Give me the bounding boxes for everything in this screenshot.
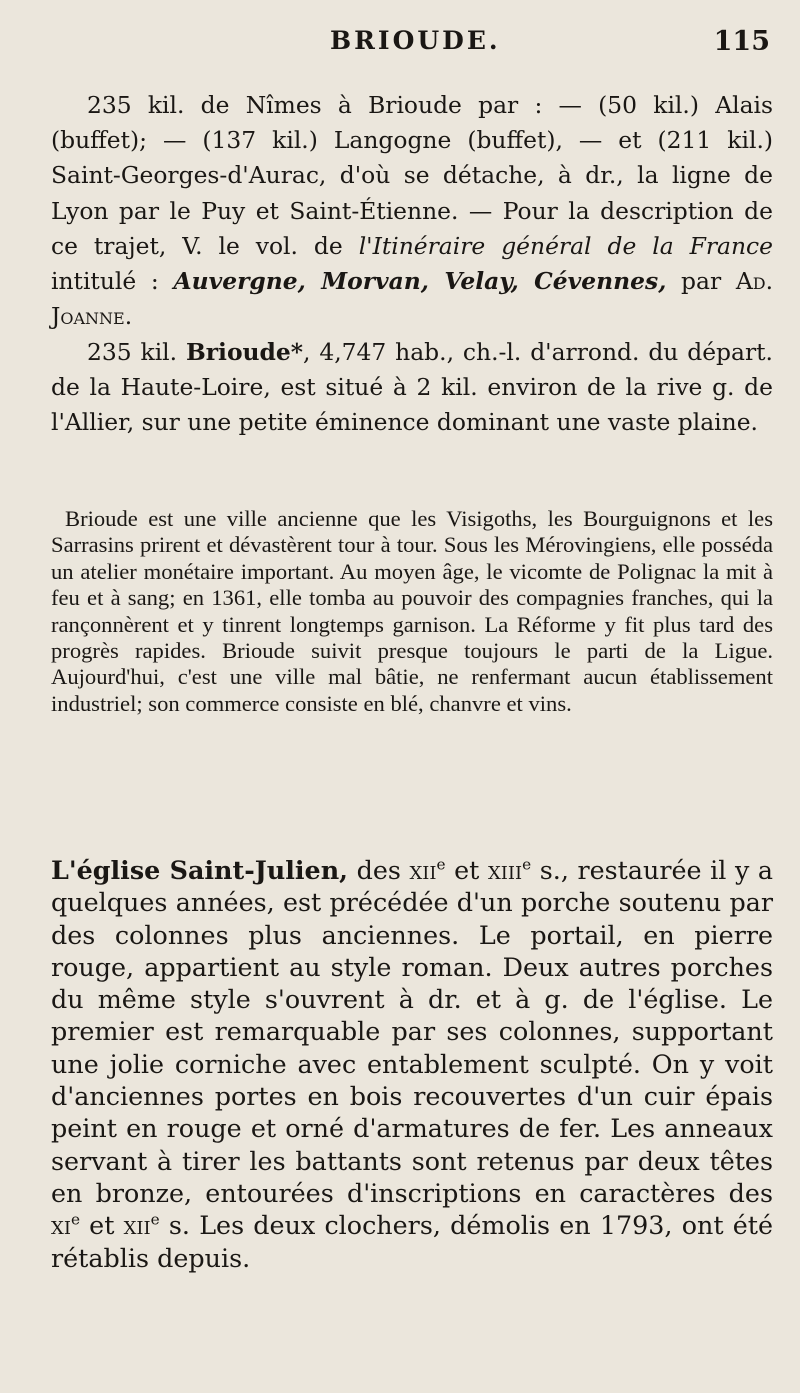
town-text: , 4,747 hab., ch.-l. d'arrond. du départ. de la Haute-Loire, est situé à 2 kil. environ de la rive g. de l'Allier, sur une petite éminence dominant une vaste plaine. xyxy=(51,338,773,437)
page-number: 115 xyxy=(713,26,770,57)
running-title: BRIOUDE. xyxy=(330,26,501,55)
century-suffix-3: e xyxy=(70,1210,80,1229)
century-numeral-3: xi xyxy=(51,1210,71,1241)
author-name: Ad. Joanne xyxy=(51,267,773,331)
century-numeral: xii xyxy=(409,855,437,885)
route-paragraph xyxy=(51,88,773,334)
history-text: Brioude est une ville ancienne que les Visigoths, les Bourguignons et les Sarrasins prirent et dévastèrent tour à tour. Sous les Mérovingiens, elle posséda un atelier monétaire important. Au moyen âge, le vicomte de Polignac la mit à feu et à sang; en 1361, elle tomba au pouvoir des compagnies franches, qui la rançonnèrent et y tinrent longtemps garnison. La Réforme y fit plus tard des progrès rapides. Brioude suivit presque toujours le parti de la Ligue. Aujourd'hui, c'est une ville mal bâtie, ne renfermant aucun établissement industriel; son commerce consiste en blé, chanvre et vins. xyxy=(51,506,773,716)
church-text-3: s., restaurée il y a quelques années, est précédée d'un porche soutenu par des colonnes plus anciennes. Le portail, en pierre rouge, appartient au style roman. Deux autres porches du même style s'ouvrent à dr. et à g. de l'église. Le premier est remarquable par ses colonnes, supportant une jolie corniche avec entablement sculpté. On y voit d'anciennes portes en bois recouvertes d'un cuir épais peint en rouge et orné d'armatures de fer. Les anneaux servant à tirer les battants sont retenus par deux têtes en bronze, entourées d'inscriptions en caractères des xyxy=(51,855,774,1208)
church-text-5: s. Les deux clochers, démolis en 1793, ont été rétablis depuis. xyxy=(51,1210,774,1273)
church-text-4: et xyxy=(79,1210,124,1241)
church-paragraph xyxy=(51,854,773,1274)
route-text: 235 kil. de Nîmes à Brioude par : — (50 kil.) Alais (buffet); — (137 kil.) Langogne (buffet), — et (211 kil.) Saint-Georges-d'Aurac, d'où se détache, à dr., la ligne de Lyon par le Puy et Saint-Étienne. — Pour la description de ce trajet, V. le vol. de xyxy=(51,91,773,260)
route-description xyxy=(51,88,773,334)
church-text: des xyxy=(348,855,410,885)
church-name: L'église Saint-Julien, xyxy=(51,855,349,885)
century-suffix-4: e xyxy=(150,1210,160,1229)
route-text-2: intitulé : xyxy=(51,267,174,296)
century-numeral-2: xiii xyxy=(487,855,523,885)
volume-title: Auvergne, Morvan, Velay, Cévennes, xyxy=(173,267,667,296)
century-suffix-2: e xyxy=(522,855,532,874)
distance-text: 235 kil. xyxy=(87,338,186,366)
town-paragraph xyxy=(51,335,773,441)
history-paragraph xyxy=(51,506,773,717)
church-text-2: et xyxy=(445,855,488,885)
guidebook-title: l'Itinéraire général de la France xyxy=(358,231,773,260)
church-description xyxy=(51,854,773,1274)
route-text-3: par xyxy=(666,267,736,296)
century-suffix: e xyxy=(436,855,446,874)
route-text-4: . xyxy=(124,302,133,331)
town-description xyxy=(51,335,773,441)
page-header xyxy=(0,26,800,66)
century-numeral-4: xii xyxy=(123,1210,151,1241)
town-name: Brioude* xyxy=(185,338,304,366)
